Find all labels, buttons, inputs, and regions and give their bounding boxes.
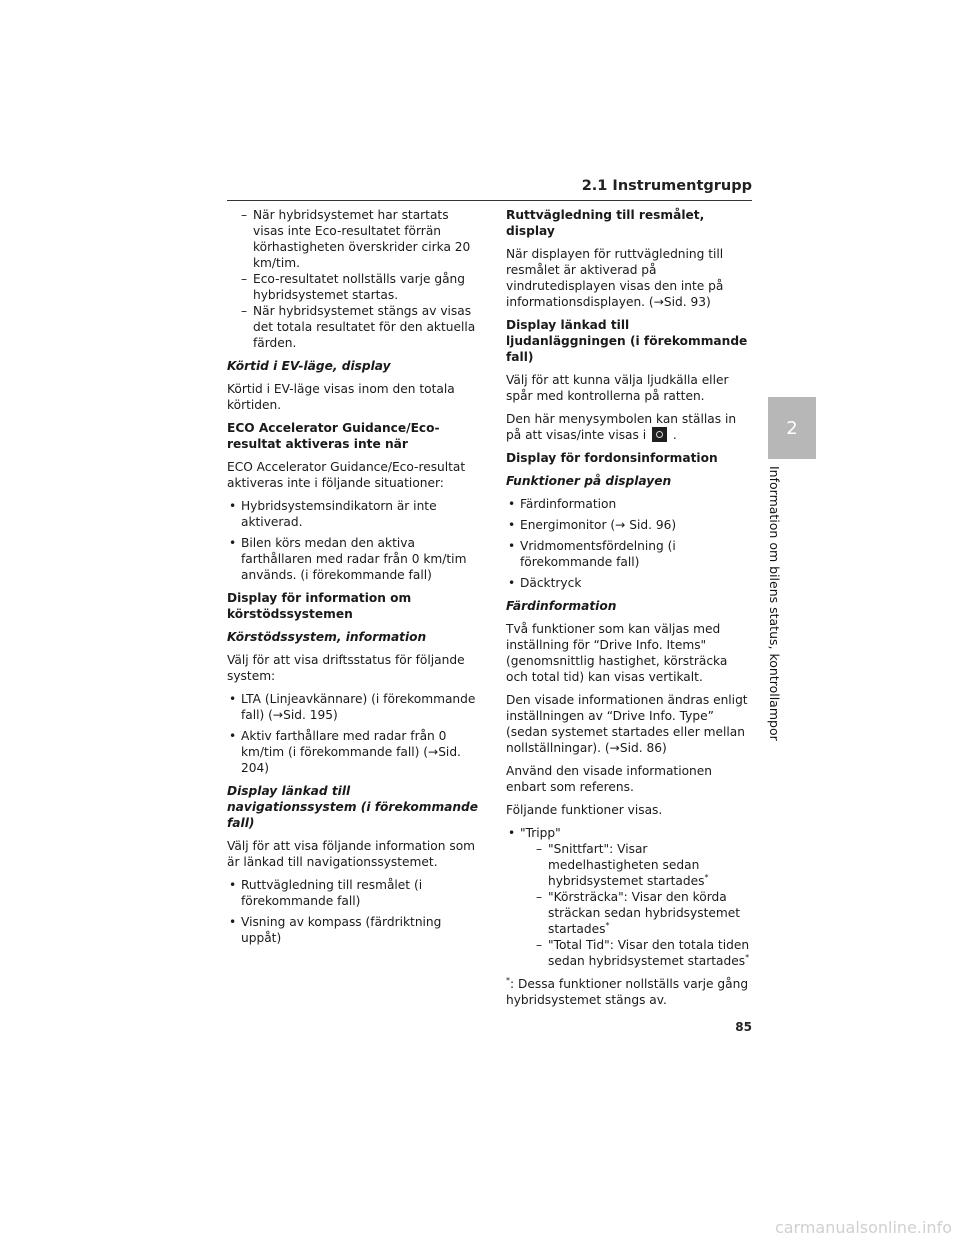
footnote-mark: * [704,873,709,882]
list-item: • Däcktryck [506,575,752,591]
list-item: • Ruttvägledning till resmålet (i förekommande fall) [227,877,479,909]
footnote-mark: * [506,976,510,985]
watermark: carmanualsonline.info [774,1218,952,1237]
eco-bullets [227,498,479,583]
tripp-label: "Tripp" [520,826,561,840]
right-column [506,207,752,1015]
chapter-side-title: Information om bilens status, kontrollampor [767,466,782,741]
dash-item: – Eco-resultatet nollställs varje gång hybridsystemet startas. [227,271,479,303]
page-number: 85 [735,1020,752,1034]
dash-item [520,889,752,937]
trip-text-3: Använd den visade informationen enbart som referens. [506,764,712,794]
dash-item: – När hybridsystemet har startats visas inte Eco-resultatet förrän körhastigheten överskrider cirka 20 km/tim. [227,207,479,271]
functions-subheading: Funktioner på displayen [506,474,672,488]
nav-text: Välj för att visa följande information som är länkad till navigationssystemet. [227,839,476,869]
functions-bullets [506,496,752,591]
trip-text-1: Två funktioner som kan väljas med inställning för “Drive Info. Items" (genomsnittlig hastighet, körsträcka och total tid) kan visas vertikalt. [506,622,728,684]
eco-heading: ECO Accelerator Guidance/Eco-resultat aktiveras inte när [227,421,440,451]
list-item: • Aktiv farthållare med radar från 0 km/tim (i förekommande fall) (→Sid. 204) [227,728,479,776]
header-rule [227,200,752,201]
eco-text: ECO Accelerator Guidance/Eco-resultat aktiveras inte i följande situationer: [227,460,466,490]
footnote-mark: * [745,953,750,962]
chapter-tab: 2 [768,397,816,459]
list-item: • Vridmomentsfördelning (i förekommande fall) [506,538,752,570]
nav-bullets [227,877,479,946]
trip-subheading: Färdinformation [506,599,617,613]
tripp-bullets [506,825,752,969]
list-item [506,825,752,969]
settings-gear-icon [652,427,667,442]
dash-item: – När hybridsystemet stängs av visas det totala resultatet för den aktuella färden. [227,303,479,351]
audio-menu-text-b: . [672,428,677,442]
ev-text: Körtid i EV-läge visas inom den totala körtiden. [227,382,455,412]
nav-subheading: Display länkad till navigationssystem (i förekommande fall) [227,784,479,830]
vehicle-heading: Display för fordonsinformation [506,451,718,465]
tripp-dash-list [520,841,752,969]
footnote-text: : Dessa funktioner nollställs varje gång hybridsystemet stängs av. [506,977,749,1007]
footnote [506,976,752,1008]
list-item: • Bilen körs medan den aktiva farthållaren med radar från 0 km/tim används. (i förekommande fall) [227,535,479,583]
audio-text: Välj för att kunna välja ljudkälla eller spår med kontrollerna på ratten. [506,373,729,403]
ev-heading: Körtid i EV-läge, display [227,359,391,373]
trip-text-4: Följande funktioner visas. [506,803,663,817]
dash-item-text: "Körsträcka": Visar den körda sträckan sedan hybridsystemet startades [548,890,741,936]
eco-dash-list [227,207,479,351]
list-item: • Visning av kompass (färdriktning uppåt) [227,914,479,946]
route-heading: Ruttvägledning till resmålet, display [506,208,705,238]
list-item: • Energimonitor (→ Sid. 96) [506,517,752,533]
audio-menu-text [506,411,752,443]
dash-item-text: "Snittfart": Visar medelhastigheten sedan hybridsystemet startades [548,842,705,888]
dash-item [520,937,752,969]
dash-item [520,841,752,889]
footnote-mark: * [605,921,610,930]
list-item: • Hybridsystemsindikatorn är inte aktiverad. [227,498,479,530]
list-item: • Färdinformation [506,496,752,512]
route-text: När displayen för ruttvägledning till resmålet är aktiverad på vindrutedisplayen visas den inte på informationsdisplayen. (→Sid. 93) [506,247,724,309]
left-column [227,207,479,953]
trip-text-2: Den visade informationen ändras enligt inställningen av “Drive Info. Type” (sedan systemet startades eller mellan nollställningar). (→Sid. 86) [506,693,748,755]
audio-menu-text-a: Den här menysymbolen kan ställas in på att visas/inte visas i [506,412,737,442]
dash-item-text: "Total Tid": Visar den totala tiden sedan hybridsystemet startades [548,938,750,968]
audio-heading: Display länkad till ljudanläggningen (i förekommande fall) [506,318,748,364]
drive-heading: Display för information om körstödssystemen [227,591,412,621]
drive-subheading: Körstödssystem, information [227,630,427,644]
list-item: • LTA (Linjeavkännare) (i förekommande fall) (→Sid. 195) [227,691,479,723]
section-header: 2.1 Instrumentgrupp [581,178,752,194]
drive-bullets [227,691,479,776]
drive-text: Välj för att visa driftsstatus för följande system: [227,653,465,683]
